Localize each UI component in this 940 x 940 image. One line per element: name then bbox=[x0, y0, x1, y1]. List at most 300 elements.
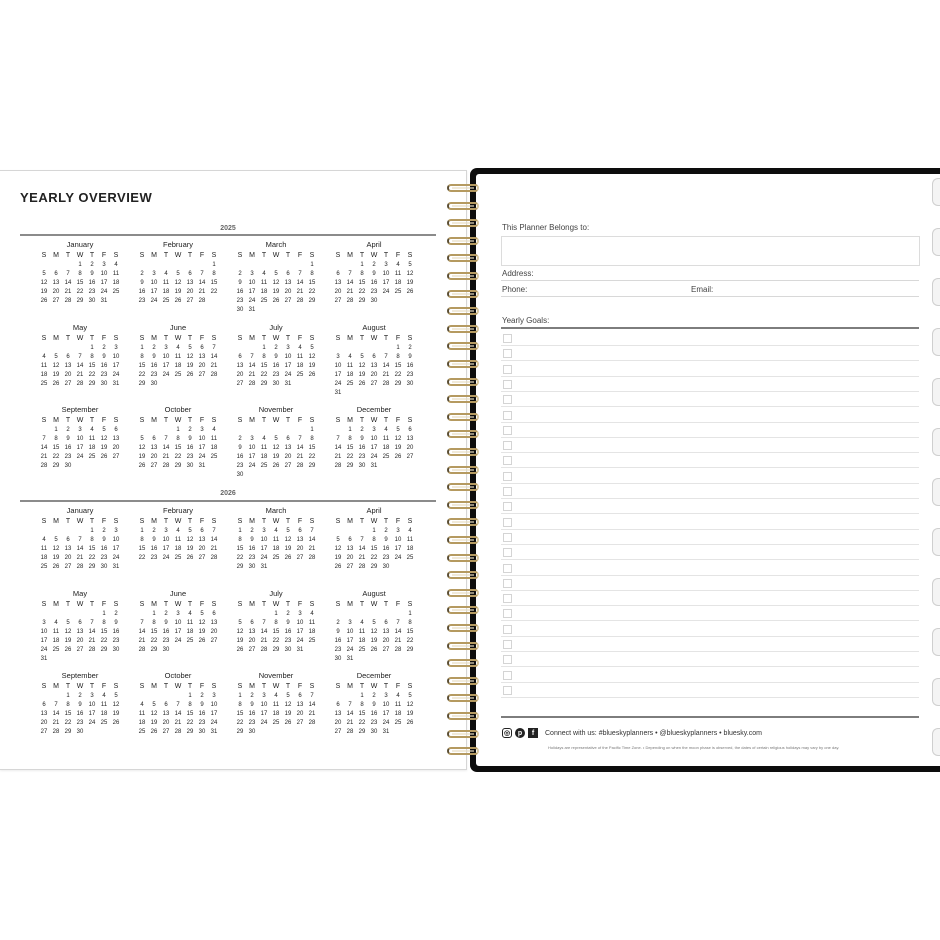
day-cell bbox=[62, 527, 74, 536]
weekday-label: S bbox=[211, 417, 217, 424]
goal-line[interactable] bbox=[501, 683, 919, 698]
day-cell bbox=[86, 610, 98, 619]
page-tab-edge[interactable] bbox=[932, 428, 940, 456]
month-name: February bbox=[162, 240, 193, 249]
page-tab-edge[interactable] bbox=[932, 328, 940, 356]
day-cell: 29 bbox=[100, 646, 108, 653]
goal-checkbox[interactable] bbox=[503, 518, 512, 527]
weekday-label: S bbox=[407, 252, 413, 259]
day-cell bbox=[74, 344, 86, 353]
day-cell: 2 bbox=[102, 528, 106, 534]
day-cell: 30 bbox=[76, 729, 84, 735]
goal-line[interactable] bbox=[501, 438, 919, 453]
day-cell: 9 bbox=[372, 271, 376, 277]
weekday-header bbox=[38, 252, 136, 260]
day-cell: 11 bbox=[100, 702, 108, 708]
day-cell: 10 bbox=[150, 280, 158, 286]
day-cell: 16 bbox=[138, 289, 146, 295]
weekday-header bbox=[38, 601, 136, 609]
yearly-goals-label: Yearly Goals: bbox=[502, 316, 550, 325]
weekday-label: T bbox=[187, 683, 193, 690]
weekday-label: S bbox=[41, 417, 47, 424]
goal-checkbox[interactable] bbox=[503, 411, 512, 420]
weekday-label: T bbox=[65, 518, 71, 525]
goal-line[interactable] bbox=[501, 392, 919, 407]
goal-line[interactable] bbox=[501, 561, 919, 576]
day-cell: 17 bbox=[248, 454, 256, 460]
page-tab-edge[interactable] bbox=[932, 528, 940, 556]
day-cell bbox=[234, 344, 246, 353]
goal-checkbox[interactable] bbox=[503, 380, 512, 389]
day-cell: 5 bbox=[54, 537, 58, 543]
goal-line[interactable] bbox=[501, 591, 919, 606]
spiral-ring bbox=[447, 272, 479, 280]
day-cell: 22 bbox=[52, 454, 60, 460]
day-cell: 13 bbox=[76, 628, 84, 635]
weekday-label: S bbox=[139, 518, 145, 525]
weekday-label: F bbox=[199, 334, 205, 342]
day-cell: 11 bbox=[186, 619, 194, 626]
weekday-label: S bbox=[113, 600, 119, 608]
day-cell: 13 bbox=[210, 619, 218, 626]
year-label-2026: 2026 bbox=[220, 490, 236, 497]
day-cell: 25 bbox=[296, 371, 304, 378]
weekday-label: W bbox=[76, 252, 84, 259]
page-tab-edge[interactable] bbox=[932, 728, 940, 756]
weekday-label: S bbox=[237, 600, 243, 608]
day-cell: 30 bbox=[198, 729, 206, 735]
day-cell: 27 bbox=[64, 380, 72, 387]
day-cell: 20 bbox=[162, 720, 170, 726]
day-cell: 20 bbox=[284, 454, 292, 460]
day-cell: 20 bbox=[382, 637, 390, 644]
day-cell: 24 bbox=[100, 289, 108, 295]
day-cell: 13 bbox=[52, 280, 60, 286]
day-cell: 10 bbox=[198, 436, 206, 442]
day-cell: 8 bbox=[310, 271, 314, 277]
month-calendar bbox=[234, 506, 332, 589]
day-cell: 24 bbox=[150, 298, 158, 304]
page-tab-edge[interactable] bbox=[932, 678, 940, 706]
day-cell: 1 bbox=[140, 344, 144, 351]
day-cell: 20 bbox=[334, 720, 342, 726]
weekday-label: S bbox=[41, 683, 47, 690]
day-cell: 28 bbox=[76, 380, 84, 387]
weekday-label: T bbox=[383, 518, 389, 525]
day-cell: 30 bbox=[186, 463, 194, 469]
day-cell: 18 bbox=[260, 454, 268, 460]
goal-line[interactable] bbox=[501, 637, 919, 652]
day-cell: 2 bbox=[102, 344, 106, 351]
spiral-ring bbox=[447, 659, 479, 667]
day-cell: 24 bbox=[382, 289, 390, 295]
day-cell: 19 bbox=[64, 637, 72, 644]
day-cell: 8 bbox=[372, 537, 376, 543]
goal-checkbox[interactable] bbox=[503, 564, 512, 573]
goal-checkbox[interactable] bbox=[503, 487, 512, 496]
day-cell bbox=[62, 344, 74, 353]
day-cell: 24 bbox=[370, 454, 378, 460]
weekday-label: T bbox=[261, 417, 267, 424]
weekday-label: T bbox=[285, 334, 291, 342]
day-cell: 3 bbox=[176, 610, 180, 617]
day-cell: 26 bbox=[406, 720, 414, 726]
day-cell: 4 bbox=[90, 427, 94, 433]
day-cell: 29 bbox=[346, 463, 354, 469]
day-cell: 26 bbox=[358, 380, 366, 387]
day-cell: 25 bbox=[210, 454, 218, 460]
month-calendar bbox=[38, 240, 136, 323]
day-cell: 18 bbox=[394, 711, 402, 717]
goal-checkbox[interactable] bbox=[503, 609, 512, 618]
goal-checkbox[interactable] bbox=[503, 594, 512, 603]
page-tab-edge[interactable] bbox=[932, 228, 940, 256]
day-cell: 18 bbox=[382, 445, 390, 451]
day-cell: 8 bbox=[140, 537, 144, 543]
day-cell: 17 bbox=[382, 280, 390, 286]
day-cell: 25 bbox=[174, 555, 182, 561]
spiral-ring bbox=[447, 589, 479, 597]
goal-checkbox[interactable] bbox=[503, 456, 512, 465]
day-cell: 3 bbox=[250, 271, 254, 277]
day-cell: 3 bbox=[250, 436, 254, 442]
day-cell: 22 bbox=[358, 289, 366, 295]
weekday-label: F bbox=[199, 518, 205, 525]
contact-line[interactable] bbox=[501, 296, 919, 297]
spiral-ring bbox=[447, 571, 479, 579]
goal-checkbox[interactable] bbox=[503, 548, 512, 557]
spiral-ring bbox=[447, 307, 479, 315]
day-cell: 15 bbox=[186, 711, 194, 717]
day-cell: 23 bbox=[236, 463, 244, 469]
day-cell: 12 bbox=[40, 280, 48, 286]
day-cell: 6 bbox=[164, 702, 168, 708]
day-cell: 17 bbox=[100, 280, 108, 286]
day-cell: 10 bbox=[334, 362, 342, 369]
goal-checkbox[interactable] bbox=[503, 349, 512, 358]
month-calendar bbox=[332, 323, 430, 406]
spiral-ring bbox=[447, 413, 479, 421]
goal-line[interactable] bbox=[501, 469, 919, 484]
day-cell: 13 bbox=[198, 537, 206, 543]
address-line[interactable] bbox=[501, 280, 919, 281]
day-cell: 9 bbox=[90, 271, 94, 277]
day-cell: 19 bbox=[198, 628, 206, 635]
day-cell: 13 bbox=[40, 711, 48, 717]
day-cell: 24 bbox=[112, 371, 120, 378]
day-cell: 9 bbox=[408, 353, 412, 360]
goal-line[interactable] bbox=[501, 346, 919, 361]
day-cell: 28 bbox=[76, 564, 84, 570]
weekday-label: T bbox=[89, 600, 95, 608]
day-cell: 1 bbox=[152, 610, 156, 617]
day-cell: 30 bbox=[150, 380, 158, 387]
goal-checkbox[interactable] bbox=[503, 533, 512, 542]
day-cell: 5 bbox=[200, 610, 204, 617]
day-cell: 25 bbox=[100, 720, 108, 726]
day-cell: 7 bbox=[200, 271, 204, 277]
day-cell: 31 bbox=[210, 729, 218, 735]
day-cell bbox=[344, 692, 356, 701]
day-cell: 21 bbox=[248, 371, 256, 378]
day-cell: 12 bbox=[150, 711, 158, 717]
day-cell: 20 bbox=[370, 371, 378, 378]
day-cell bbox=[234, 426, 246, 435]
goal-line[interactable] bbox=[501, 499, 919, 514]
goal-checkbox[interactable] bbox=[503, 640, 512, 649]
day-cell: 29 bbox=[308, 298, 316, 304]
goal-line[interactable] bbox=[501, 545, 919, 560]
page-tab-edge[interactable] bbox=[932, 178, 940, 206]
day-cell: 9 bbox=[360, 436, 364, 442]
day-cell: 6 bbox=[212, 610, 216, 617]
month-name: October bbox=[164, 405, 192, 414]
day-cell: 9 bbox=[384, 537, 388, 543]
day-cell: 21 bbox=[346, 720, 354, 726]
weekday-label: S bbox=[309, 334, 315, 342]
weekday-label: W bbox=[174, 417, 182, 424]
weekday-label: S bbox=[309, 252, 315, 259]
month-name: March bbox=[265, 506, 287, 515]
day-cell bbox=[246, 426, 258, 435]
month-name: January bbox=[66, 240, 94, 249]
owner-name-field[interactable] bbox=[501, 236, 920, 266]
weekday-label: F bbox=[297, 518, 303, 525]
month-calendar bbox=[332, 589, 430, 672]
day-cell: 13 bbox=[334, 280, 342, 286]
day-cell bbox=[332, 261, 344, 270]
page-tab-edge[interactable] bbox=[932, 278, 940, 306]
spiral-ring bbox=[447, 360, 479, 368]
goal-line[interactable] bbox=[501, 530, 919, 545]
day-cell: 6 bbox=[114, 427, 118, 433]
day-cell: 14 bbox=[346, 280, 354, 286]
weekday-label: T bbox=[187, 334, 193, 342]
day-cell: 2 bbox=[274, 344, 278, 351]
day-cell: 3 bbox=[200, 427, 204, 433]
facebook-icon[interactable]: f bbox=[528, 728, 538, 738]
day-cell: 25 bbox=[272, 555, 280, 561]
day-cell: 11 bbox=[174, 537, 182, 543]
weekday-label: M bbox=[249, 683, 255, 690]
goal-line[interactable] bbox=[501, 606, 919, 621]
goal-line[interactable] bbox=[501, 622, 919, 637]
pinterest-icon[interactable]: p bbox=[515, 728, 525, 738]
weekday-label: F bbox=[395, 683, 401, 690]
day-cell: 1 bbox=[408, 610, 412, 617]
goal-checkbox[interactable] bbox=[503, 472, 512, 481]
goal-checkbox[interactable] bbox=[503, 334, 512, 343]
day-cell: 2 bbox=[238, 436, 242, 442]
goal-line[interactable] bbox=[501, 408, 919, 423]
weekday-label: S bbox=[139, 417, 145, 424]
goal-line[interactable] bbox=[501, 362, 919, 377]
day-cell: 7 bbox=[54, 702, 58, 708]
goal-checkbox[interactable] bbox=[503, 502, 512, 511]
goal-checkbox[interactable] bbox=[503, 671, 512, 680]
day-cell: 26 bbox=[334, 564, 342, 570]
day-cell: 9 bbox=[78, 702, 82, 708]
weekday-label: M bbox=[347, 600, 353, 608]
weekday-label: T bbox=[383, 252, 389, 259]
day-cell: 22 bbox=[138, 555, 146, 561]
day-cell: 24 bbox=[296, 637, 304, 644]
instagram-icon[interactable]: ◎ bbox=[503, 730, 511, 737]
weekday-label: W bbox=[272, 518, 280, 525]
day-cell: 30 bbox=[382, 564, 390, 570]
day-cell: 8 bbox=[310, 436, 314, 442]
day-cell: 27 bbox=[64, 564, 72, 570]
goal-line[interactable] bbox=[501, 331, 919, 346]
goal-line[interactable] bbox=[501, 377, 919, 392]
day-cell: 17 bbox=[248, 289, 256, 295]
day-cell: 14 bbox=[210, 537, 218, 543]
day-cell: 21 bbox=[88, 637, 96, 644]
weekday-header bbox=[234, 683, 332, 691]
day-cell: 21 bbox=[382, 371, 390, 378]
weekday-label: W bbox=[174, 683, 182, 690]
day-cell: 23 bbox=[186, 454, 194, 460]
day-cell: 22 bbox=[88, 555, 96, 561]
day-cell: 3 bbox=[298, 610, 302, 617]
weekday-label: F bbox=[101, 600, 107, 608]
goal-line[interactable] bbox=[501, 668, 919, 683]
day-cell: 14 bbox=[40, 445, 48, 451]
weekday-label: S bbox=[41, 600, 47, 608]
goal-checkbox[interactable] bbox=[503, 365, 512, 374]
goal-line[interactable] bbox=[501, 515, 919, 530]
goal-checkbox[interactable] bbox=[503, 686, 512, 695]
month-name: April bbox=[366, 506, 382, 515]
month-calendar bbox=[332, 240, 430, 323]
goal-line[interactable] bbox=[501, 453, 919, 468]
day-cell: 13 bbox=[150, 445, 158, 451]
day-cell: 2 bbox=[152, 528, 156, 534]
day-cell: 22 bbox=[210, 289, 218, 295]
holiday-fine-print: Holidays are representative of the Pacific Time Zone. • Depending on when the moon phase is observed, the dates of certain religious holidays may vary by one day. bbox=[548, 745, 840, 750]
day-cell: 9 bbox=[274, 353, 278, 360]
goal-checkbox[interactable] bbox=[503, 579, 512, 588]
day-cell: 22 bbox=[88, 371, 96, 378]
day-cell bbox=[332, 527, 344, 536]
weekday-label: T bbox=[187, 518, 193, 525]
day-cell: 30 bbox=[112, 646, 120, 653]
day-cell: 20 bbox=[64, 555, 72, 561]
month-name: May bbox=[72, 588, 88, 598]
weekday-label: M bbox=[151, 600, 157, 608]
day-cell: 28 bbox=[248, 380, 256, 387]
weekday-label: M bbox=[53, 518, 59, 525]
weekday-label: W bbox=[272, 417, 280, 424]
day-cell: 18 bbox=[210, 445, 218, 451]
day-cell: 4 bbox=[360, 619, 364, 626]
day-cell: 24 bbox=[382, 720, 390, 726]
day-cell: 20 bbox=[346, 555, 354, 561]
day-cell bbox=[74, 610, 86, 619]
weekday-label: W bbox=[76, 334, 84, 342]
day-cell: 11 bbox=[346, 362, 354, 369]
goal-line[interactable] bbox=[501, 484, 919, 499]
day-cell: 31 bbox=[346, 655, 354, 662]
day-grid bbox=[136, 426, 234, 471]
weekday-label: T bbox=[383, 600, 389, 608]
weekday-label: W bbox=[370, 417, 378, 424]
day-cell: 23 bbox=[76, 720, 84, 726]
day-grid bbox=[234, 527, 332, 572]
day-cell: 24 bbox=[40, 646, 48, 653]
day-cell: 26 bbox=[52, 564, 60, 570]
page-tab-edge[interactable] bbox=[932, 478, 940, 506]
page-tab-edge[interactable] bbox=[932, 578, 940, 606]
spiral-ring bbox=[447, 378, 479, 386]
day-cell: 29 bbox=[88, 564, 96, 570]
day-cell: 26 bbox=[100, 454, 108, 460]
day-cell: 11 bbox=[210, 436, 218, 442]
weekday-label: M bbox=[53, 683, 59, 690]
weekday-label: T bbox=[163, 600, 169, 608]
spiral-ring bbox=[447, 395, 479, 403]
weekday-header bbox=[38, 335, 136, 343]
weekday-label: F bbox=[297, 683, 303, 690]
spiral-ring bbox=[447, 518, 479, 526]
day-cell: 18 bbox=[138, 720, 146, 726]
day-cell: 6 bbox=[336, 271, 340, 277]
day-cell: 4 bbox=[42, 537, 46, 543]
day-cell: 20 bbox=[210, 628, 218, 635]
day-cell bbox=[392, 610, 404, 619]
day-cell: 24 bbox=[260, 555, 268, 561]
day-grid bbox=[332, 261, 430, 306]
goal-line[interactable] bbox=[501, 576, 919, 591]
goal-checkbox[interactable] bbox=[503, 625, 512, 634]
day-cell: 8 bbox=[152, 619, 156, 626]
day-cell: 23 bbox=[382, 555, 390, 561]
month-name: September bbox=[61, 671, 99, 680]
day-cell: 8 bbox=[54, 436, 58, 442]
day-cell: 17 bbox=[260, 711, 268, 717]
weekday-label: M bbox=[249, 334, 255, 342]
goal-checkbox[interactable] bbox=[503, 426, 512, 435]
day-cell: 24 bbox=[394, 555, 402, 561]
goal-line[interactable] bbox=[501, 423, 919, 438]
day-cell: 8 bbox=[176, 436, 180, 442]
weekday-label: S bbox=[139, 683, 145, 690]
goal-checkbox[interactable] bbox=[503, 655, 512, 664]
day-cell: 11 bbox=[296, 353, 304, 360]
day-grid bbox=[136, 344, 234, 389]
day-cell: 30 bbox=[272, 380, 280, 387]
spiral-ring bbox=[447, 536, 479, 544]
page-tab-edge[interactable] bbox=[932, 378, 940, 406]
goal-checkbox[interactable] bbox=[503, 395, 512, 404]
day-cell: 28 bbox=[260, 646, 268, 653]
day-cell: 18 bbox=[394, 280, 402, 286]
day-cell: 7 bbox=[78, 353, 82, 360]
day-cell: 20 bbox=[296, 711, 304, 717]
day-cell: 7 bbox=[42, 436, 46, 442]
spiral-ring bbox=[447, 202, 479, 210]
day-cell: 1 bbox=[396, 344, 400, 351]
weekday-label: W bbox=[272, 600, 280, 608]
day-cell: 27 bbox=[186, 298, 194, 304]
weekday-header bbox=[234, 601, 332, 609]
page-tab-edge[interactable] bbox=[932, 628, 940, 656]
day-cell: 10 bbox=[284, 353, 292, 360]
day-cell: 4 bbox=[298, 344, 302, 351]
goal-checkbox[interactable] bbox=[503, 441, 512, 450]
goal-line[interactable] bbox=[501, 652, 919, 667]
weekday-label: M bbox=[53, 252, 59, 259]
